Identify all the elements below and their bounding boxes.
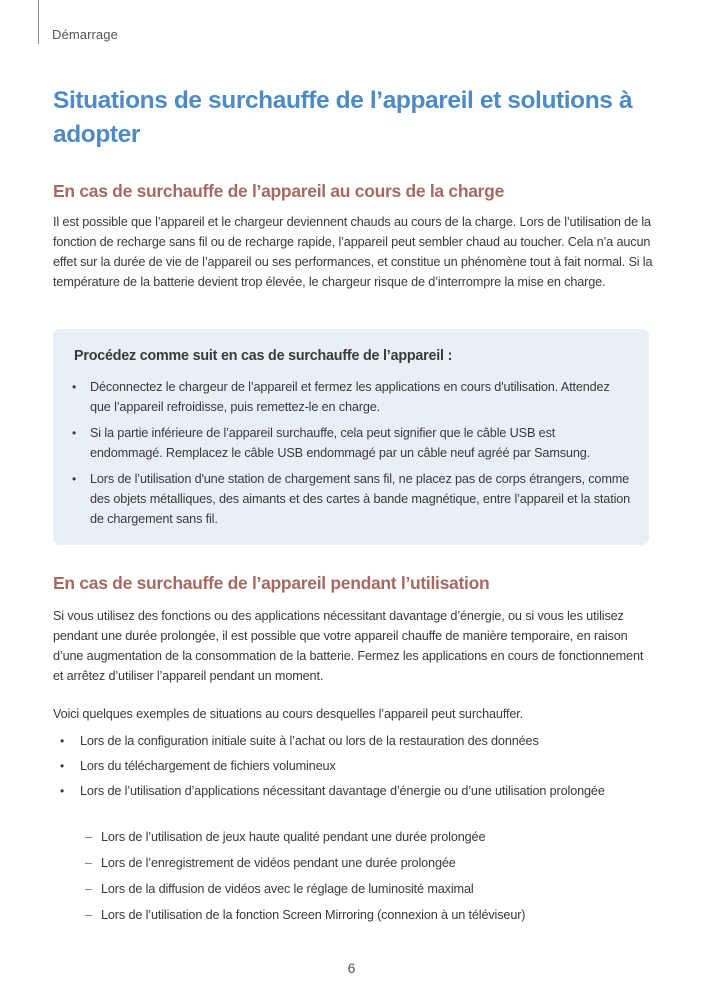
section-paragraph-usage: Si vous utilisez des fonctions ou des applications nécessitant davantage d’énergie, ou si vous les utilisez pendant une durée prolongée, il est possible que votre appareil chauffe de manière temporaire, en raison d’une augmentation de la consommation de la batterie. Fermez les applications en cours de fonctionnement et arrêtez d’utiliser l’appareil pendant un moment. [53,609,644,683]
examples-sublist [53,827,653,931]
section-heading-charge: En cas de surchauffe de l’appareil au cours de la charge [53,181,505,201]
sublist-item-text: Lors de l’utilisation de jeux haute qualité pendant une durée prolongée [101,830,486,844]
section-heading-usage: En cas de surchauffe de l’appareil pendant l’utilisation [53,573,490,593]
examples-list [53,731,653,806]
note-box [53,329,649,545]
bullet-icon: • [60,784,65,798]
examples-intro: Voici quelques exemples de situations au cours desquelles l’appareil peut surchauffer. [53,707,523,721]
bullet-icon: • [72,380,77,394]
list-item [53,756,653,776]
note-item [53,377,649,417]
running-head: Démarrage [52,27,118,42]
bullet-icon: • [60,734,65,748]
page-title: Situations de surchauffe de l’appareil et solutions à adopter [53,87,633,148]
list-item-text: Lors de la configuration initiale suite à l’achat ou lors de la restauration des données [80,734,539,748]
sublist-item [53,827,653,847]
note-item-text: Lors de l’utilisation d'une station de chargement sans fil, ne placez pas de corps étrangers, comme des objets métalliques, des aimants et des cartes à bande magnétique, entre l’appareil et la station de chargement sans fil. [90,472,631,526]
sublist-item-text: Lors de l’enregistrement de vidéos pendant une durée prolongée [101,856,456,870]
margin-rule [38,0,39,44]
sublist-item [53,879,653,899]
dash-icon: – [85,856,92,870]
note-item [53,469,649,529]
note-item-text: Si la partie inférieure de l’appareil surchauffe, cela peut signifier que le câble USB est endommagé. Remplacez le câble USB endommagé par un câble neuf agréé par Samsung. [90,426,591,460]
sublist-item-text: Lors de la diffusion de vidéos avec le réglage de luminosité maximal [101,882,474,896]
list-item-text: Lors du téléchargement de fichiers volumineux [80,759,336,773]
dash-icon: – [85,830,92,844]
note-title: Procédez comme suit en cas de surchauffe de l’appareil : [74,348,453,364]
list-item-text: Lors de l’utilisation d’applications nécessitant davantage d’énergie ou d’une utilisation prolongée [80,784,605,798]
dash-icon: – [85,882,92,896]
sublist-item [53,905,653,925]
sublist-item [53,853,653,873]
dash-icon: – [85,908,92,922]
page-number: 6 [347,960,356,976]
list-item [53,781,653,801]
bullet-icon: • [72,426,77,440]
list-item [53,731,653,751]
note-list [53,377,649,535]
bullet-icon: • [72,472,77,486]
section-paragraph-charge: Il est possible que l’appareil et le chargeur deviennent chauds au cours de la charge. Lors de l’utilisation de la fonction de recharge sans fil ou de recharge rapide, l’appareil peut sembler chaud au toucher. Cela n’a aucun effet sur la durée de vie de l’appareil ou ses performances, et constitue un phénomène tout à fait normal. Si la température de la batterie devient trop élevée, le chargeur risque de d’interrompre la mise en charge. [53,215,653,289]
sublist-item-text: Lors de l’utilisation de la fonction Screen Mirroring (connexion à un téléviseur) [101,908,526,922]
bullet-icon: • [60,759,65,773]
note-item-text: Déconnectez le chargeur de l’appareil et fermez les applications en cours d'utilisation. Attendez que l’appareil refroidisse, puis remettez-le en charge. [90,380,610,414]
note-item [53,423,649,463]
